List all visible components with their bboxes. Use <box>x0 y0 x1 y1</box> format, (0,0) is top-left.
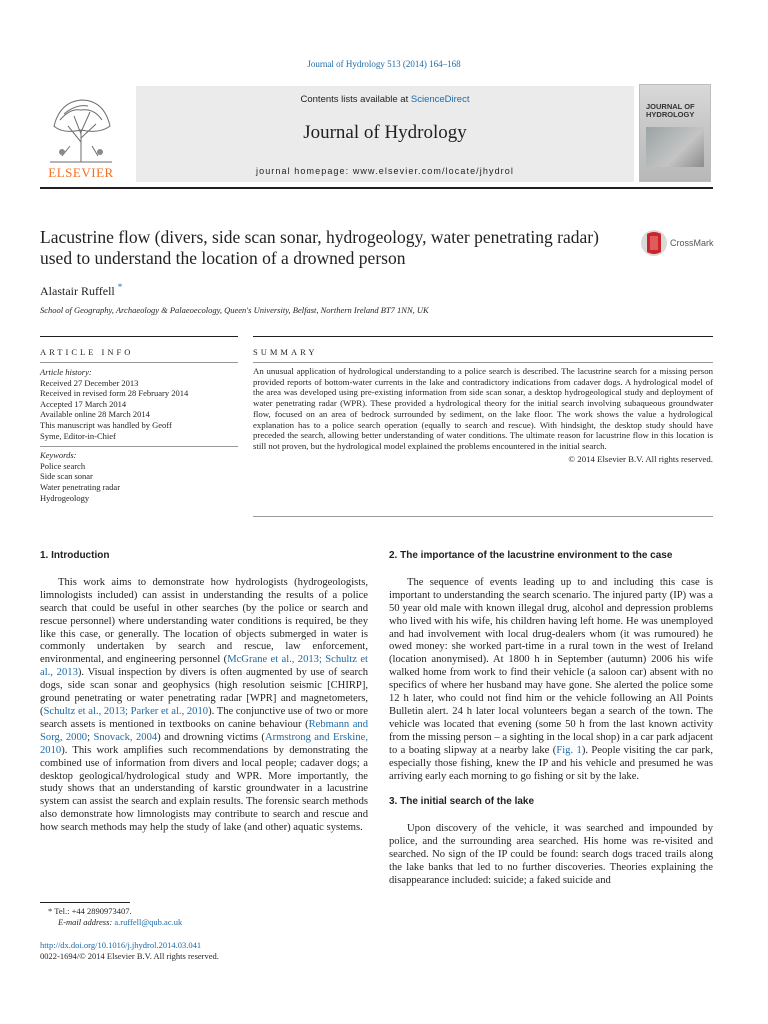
footnote <box>40 906 368 928</box>
summary-rule-2 <box>253 362 713 363</box>
author-name: Alastair Ruffell * <box>40 282 123 298</box>
summary-text: An unusual application of hydrological understanding to a police search is described. The lacustrine search for a missing person provided reports of bottom-water currents in the lake and contradictory indications from cadaver dogs. A hydrological model of the area was developed using pre-existing information from side scan sonar, a desktop hydrogeological study and deployment of water penetrating radar (WPR). These provided a hydrological theory for the initial search involving subaqueous groundwater flow, focused on an area of bedrock surrounded by sediment, on the lake floor. The work shows the value a hydrological explanation has to a police search operation (equally to search and rescue). With hindsight, the desktop study should have preceded the search, allowing better understanding of water conditions. The ultimate reason for lacustrine flow in this location is still not proven, but the hydrological model explained the problems encountered in the initial search. <box>253 366 713 451</box>
history-line: Syme, Editor-in-Chief <box>40 430 116 441</box>
crossmark-icon <box>640 228 668 258</box>
reference-link[interactable]: Snovack, 2004 <box>93 731 158 743</box>
footnote-email: E-mail address: a.ruffell@qub.ac.uk <box>58 917 183 927</box>
reference-link[interactable]: McGrane et al., 2013; Schultz et al., 2013 <box>40 654 368 679</box>
summary-rule-top <box>253 336 713 337</box>
paragraph: Upon discovery of the vehicle, it was searched and impounded by police, and the surrounding area searched. His home was re-visited and searched. No sign of the IP could be found: search dogs traced trails along the lake banks that led to no further discoveries. Theories explaining the disappearance included: suicide; a faked suicide and <box>389 823 713 886</box>
article-info-heading: ARTICLE INFO <box>40 347 134 357</box>
keyword: Police search <box>40 460 86 471</box>
paragraph: The sequence of events leading up to and including this case is important to understanding the search scenario. The injured party (IP) was a 50 year old male with known illegal drug, alcohol and depression problems who lived with his wife, his children having left home. He was unemployed and had involvement with local drug-dealers whom (it was rumoured) he owed money: she worked part-time in a rural town in the west of Ireland (location anonymised). At 1800 h in September (autumn) 2006 his wife walked home from work to find their vehicle (a saloon car) absent with no specifics of where her husband may have gone. She alerted the police some 12 h later, who could not find him or the vehicle following an All Points Bulletin alert. 24 h later local volunteers began a search of the town. The vehicle was located that evening (some 50 h from the last known activity from the missing person – a sighting in the local shop) in a car park adjacent to a boating slipway at a nearby lake (Fig. 1). People visiting the car park, especially those fishing, knew the IP and his vehicle and presumed he was arriving early each morning to go fishing or sit by the lake. <box>389 576 714 782</box>
reference-link[interactable]: Schultz et al., 2013; Parker et al., 2010 <box>43 705 209 717</box>
article-info-rule <box>40 336 238 337</box>
reference-link[interactable]: Rebmann and Sorg, 2000 <box>40 718 369 743</box>
copyright-line: © 2014 Elsevier B.V. All rights reserved. <box>568 453 713 464</box>
masthead-rule <box>40 187 713 189</box>
journal-name: Journal of Hydrology <box>303 122 467 143</box>
keyword: Hydrogeology <box>40 492 90 503</box>
article-title: Lacustrine flow (divers, side scan sonar, hydrogeology, water penetrating radar) used to understand the location of a drowned person <box>40 227 599 268</box>
doi-link[interactable]: http://dx.doi.org/10.1016/j.jhydrol.2014.03.041 <box>40 940 202 950</box>
info-separator <box>40 446 238 447</box>
author-affiliation: School of Geography, Archaeology & Palaeoecology, Queen's University, Belfast, Northern Ireland BT7 1NN, UK <box>40 305 429 315</box>
journal-citation[interactable]: Journal of Hydrology 513 (2014) 164–168 <box>307 59 461 69</box>
section-heading: 1. Introduction <box>40 550 110 561</box>
article-info-rule-2 <box>40 362 238 363</box>
left-column <box>40 550 368 835</box>
paragraph: This work aims to demonstrate how hydrologists (hydrogeologists, limnologists included) can assist in understanding the results of a police search that could be useful in other searches (by the police or search and rescue personnel) where understanding water conditions is required, be they like this case, or generally. The location of objects submerged in water is commonly undertaken by search and rescue, law enforcement, environmental, and engineering personnel (McGrane et al., 2013; Schultz et al., 2013). Visual inspection by divers is often augmented by use of search dogs, side scan sonar and geophysics (high resolution seismic [CHIRP], ground penetrating or water penetrating radar [WPR] and magnetometers, (Schultz et al., 2013; Parker et al., 2010). The conjunctive use of two or more search assets is mentioned in textbooks on canine behaviour (Rebmann and Sorg, 2000; Snovack, 2004) and drowning victims (Armstrong and Erskine, 2010). This work amplifies such recommendations by demonstrating the combined use of information from divers and local people; cadaver dogs; a desktop geological/hydrological study and WPR. More importantly, the study shows that an understanding of karstic groundwater in a lacustrine system can assist the search and explain results. The forensic search methods also demonstrate how limnologists may contribute to search and rescue and how search methods may help the study of lake (and other) aquatic systems. <box>40 576 369 834</box>
cover-image <box>646 127 704 167</box>
crossmark-badge[interactable] <box>640 228 730 260</box>
history-line: Received in revised form 28 February 2014 <box>40 388 189 399</box>
history-label: Article history: <box>40 367 92 377</box>
masthead <box>40 84 713 190</box>
doi-block <box>40 940 219 962</box>
summary <box>253 366 713 464</box>
publisher-wordmark: ELSEVIER <box>48 165 114 180</box>
footnote-rule <box>40 902 130 903</box>
keywords-label: Keywords: <box>40 450 77 461</box>
cover-title: JOURNAL OF HYDROLOGY <box>646 102 695 119</box>
section-heading: 3. The initial search of the lake <box>389 796 535 808</box>
reference-link[interactable]: Armstrong and Erskine, 2010 <box>40 731 368 756</box>
history-line: Available online 28 March 2014 <box>40 409 150 420</box>
history-line: Accepted 17 March 2014 <box>40 398 127 409</box>
history-line: Received 27 December 2013 <box>40 377 139 388</box>
footnote-tel: * Tel.: +44 2890973407. <box>48 906 132 916</box>
right-column <box>389 550 713 888</box>
journal-homepage[interactable]: journal homepage: www.elsevier.com/locate/jhydrol <box>255 166 514 176</box>
email-link[interactable]: a.ruffell@qub.ac.uk <box>114 917 183 927</box>
crossmark-label: CrossMark <box>670 238 714 248</box>
keyword: Water penetrating radar <box>40 481 121 492</box>
keyword: Side scan sonar <box>40 471 93 482</box>
sciencedirect-link[interactable]: ScienceDirect <box>410 94 470 105</box>
section-heading: 2. The importance of the lacustrine environment to the case <box>389 550 673 561</box>
summary-rule-bottom <box>253 516 713 517</box>
contents-line: Contents lists available at ScienceDirect <box>300 94 470 105</box>
journal-cover-thumbnail[interactable] <box>639 84 711 182</box>
figure-link[interactable]: Fig. 1 <box>556 744 582 756</box>
journal-banner <box>136 86 634 182</box>
article-info <box>40 367 240 503</box>
history-line: This manuscript was handled by Geoff <box>40 419 172 430</box>
issn-line: 0022-1694/© 2014 Elsevier B.V. All rights reserved. <box>40 951 219 961</box>
author-footnote-mark[interactable]: * <box>117 282 123 292</box>
summary-heading: SUMMARY <box>253 347 318 357</box>
